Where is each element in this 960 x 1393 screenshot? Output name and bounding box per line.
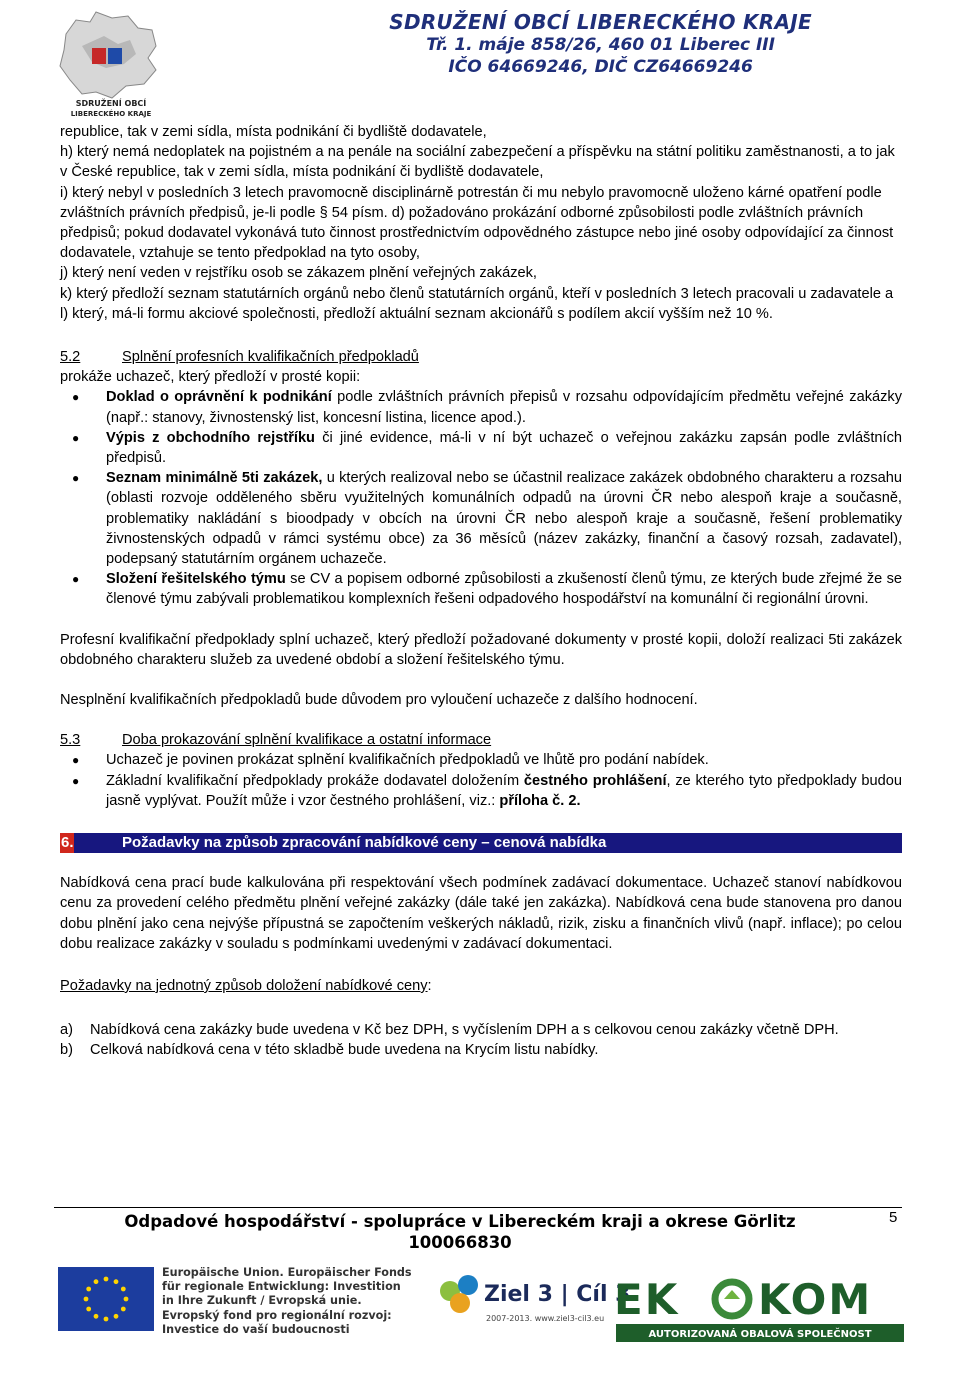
section-intro: prokáže uchazeč, který předloží v prosté kopii:	[60, 369, 361, 386]
list-item: a) Nabídková cena zakázky bude uvedena v Kč bez DPH, s vyčíslením DPH a s celkovou cenou zakázky včetně DPH.	[60, 1022, 839, 1039]
list-item: ● Složení řešitelského týmu se CV a popisem odborné způsobilosti a zkušeností členů týmu, ze kterých bude zřejmé že se členové týmu zabývali problematikou komplexních řešeni odpadového hospodářství na komunální či regionální úrovni.	[72, 571, 902, 608]
bullet-icon: ●	[72, 773, 80, 788]
svg-text:AUTORIZOVANÁ OBALOVÁ SPOLEČNOS: AUTORIZOVANÁ OBALOVÁ SPOLEČNOST	[648, 1329, 872, 1340]
info-list	[60, 750, 902, 811]
organization-address: Tř. 1. máje 858/26, 460 01 Liberec III	[426, 35, 775, 55]
svg-text:Ziel 3 | Cíl 3: Ziel 3 | Cíl 3	[484, 1282, 631, 1307]
paragraph: republice, tak v zemi sídla, místa podnikání či bydliště dodavatele,	[60, 124, 487, 140]
footer-divider	[54, 1207, 902, 1208]
svg-text:KOM: KOM	[758, 1275, 873, 1324]
section-heading-5-3	[60, 730, 902, 750]
organization-block	[389, 10, 812, 78]
document-body	[60, 122, 902, 1061]
section-title: Požadavky na způsob zpracování nabídkové ceny – cenová nabídka	[122, 834, 607, 852]
section-heading-5-2	[60, 347, 902, 367]
section-number: 6.	[61, 834, 74, 852]
paragraph: k) který předloží seznam statutárních orgánů nebo členů statutárních orgánů, kteří v posledních 3 letech pracovali u zadavatele a	[60, 285, 894, 302]
section-number: 5.2	[60, 349, 81, 366]
svg-text:SDRUŽENÍ OBCÍ: SDRUŽENÍ OBCÍ	[75, 99, 147, 108]
page-header	[0, 0, 960, 118]
section-number: 5.3	[60, 732, 81, 749]
list-item: ● Doklad o oprávnění k podnikání podle zvláštních právních přepisů v rozsahu odpovídajícím předmětu veřejné zakázky (např.: stanovy, živnostenský list, koncesní listina, licence apod.).	[72, 389, 902, 426]
bullet-icon: ●	[72, 390, 80, 405]
paragraph: Nabídková cena prací bude kalkulována při respektování všech podmínek zadávací dokumentace. Uchazeč stanoví nabídkovou cenu za provedení celého předmětu plnění veřejné zakázky (dále také jen zakázka). Nabídková cena bude stanovena pro danou dobu plnění jako cena nejvýše přípustná se započtením veškerých nákladů, rizik, zisku a finančních vlivů (např. inflace); po celou dobu realizace zakázky v souladu s podmínkami uvedenými v zadávací dokumentaci.	[60, 875, 902, 952]
bullet-icon: ●	[72, 471, 80, 486]
section-heading-6	[60, 833, 902, 853]
footer-project: Odpadové hospodářství - spolupráce v Libereckém kraji a okrese Görlitz 100066830	[124, 1212, 796, 1252]
section-title: Doba prokazování splnění kvalifikace a ostatní informace	[122, 732, 492, 749]
list-item: b) Celková nabídková cena v této skladbě bude uvedena na Krycím listu nabídky.	[60, 1042, 599, 1059]
ziel3-logo	[432, 1263, 631, 1343]
svg-text:LIBERECKÉHO KRAJE: LIBERECKÉHO KRAJE	[70, 110, 152, 118]
paragraph: i) který nebyl v posledních 3 letech pravomocně disciplinárně potrestán či mu nebylo pravomocně uloženo kárné opatření podle zvláštních právních předpisů, je-li podle § 54 písm. d) požadováno prokázání odborné způsobilosti podle zvláštních právních předpisů; pokud dodavatel vykonává tuto činnost prostřednictvím odpovědného zástupce nebo jiné osoby odpovídající za činnost dodavatele, vztahuje se tento předpoklad na tyto osoby,	[60, 184, 894, 262]
list-item: ● Seznam minimálně 5ti zakázek, u kterých realizoval nebo se účastnil realizace zakázek obdobného charakteru a rozsahu (oblasti rozvoje odděleného sběru využitelných komunálních odpadů na úrovni ČR nebo alespoň kraje a současně, problematiky nakládání s bioodpady v obcích na úrovni ČR nebo alespoň kraje a současně, řešení problematiky živnostenských odpadů v rámci systému obce) za 36 měsíců (název zakázky, finanční a časový rozsah, zadavatel), podepsaný statutárním orgánem uchazeče.	[72, 470, 902, 568]
price-requirements-list	[60, 1020, 902, 1060]
ekokom-logo	[612, 1268, 912, 1348]
bullet-icon: ●	[72, 572, 80, 587]
organization-ids: IČO 64669246, DIČ CZ64669246	[448, 57, 753, 77]
subheading: Požadavky na jednotný způsob doložení nabídkové ceny:	[60, 977, 432, 994]
list-item: ● Výpis z obchodního rejstříku či jiné evidence, má-li v ní být uchazeč o veřejnou zakázku zapsán podle zvláštních předpisů.	[72, 429, 902, 467]
paragraph: Profesní kvalifikační předpoklady splní uchazeč, který předloží požadované dokumenty v prosté kopii, doloží realizaci 5ti zakázek obdobného charakteru služeb za uvedené období a složení řešitelského týmu.	[60, 631, 902, 668]
list-item: ● Základní kvalifikační předpoklady prokáže dodavatel doložením čestného prohlášení, ze kterého tyto předpoklady budou jasně vyplývat. Použít může i vzor čestného prohlášení, viz.: příloha č. 2.	[72, 772, 903, 809]
requirements-list	[60, 387, 902, 609]
organization-name: SDRUŽENÍ OBCÍ LIBERECKÉHO KRAJE	[389, 10, 812, 34]
svg-text:2007-2013. www.ziel3-cil3.eu: 2007-2013. www.ziel3-cil3.eu	[486, 1314, 605, 1323]
bullet-icon: ●	[72, 753, 80, 768]
eu-flag-icon	[58, 1267, 154, 1331]
page-number: 5	[889, 1209, 898, 1226]
list-item: ● Uchazeč je povinen prokázat splnění kvalifikačních předpokladů ve lhůtě pro podání nabídek.	[60, 750, 902, 770]
paragraph: h) který nemá nedoplatek na pojistném a na penále na sociální zabezpečení a příspěvku na státní politiku zaměstnanosti, a to jak v České republice, tak v zemi sídla, místa podnikání či bydliště dodavatele,	[60, 144, 895, 181]
paragraph: Nesplnění kvalifikačních předpokladů bude důvodem pro vyloučení uchazeče z dalšího hodnocení.	[60, 692, 698, 709]
bullet-icon: ●	[72, 430, 80, 445]
paragraph: j) který není veden v rejstříku osob se zákazem plnění veřejných zakázek,	[60, 265, 537, 282]
svg-text:EK: EK	[614, 1275, 680, 1324]
section-title: Splnění profesních kvalifikačních předpokladů	[122, 349, 419, 366]
association-logo	[52, 6, 170, 118]
paragraph: l) který, má-li formu akciové společnosti, předloží aktuální seznam akcionářů s podílem akcií vyšším než 10 %.	[60, 305, 773, 322]
eu-funding-text: Europäische Union. Europäischer Fonds für regionale Entwicklung: Investition in Ihre Zukunft / Evropská unie. Evropský fond pro regionální rozvoj: Investice do vaší budoucnosti	[162, 1266, 412, 1336]
